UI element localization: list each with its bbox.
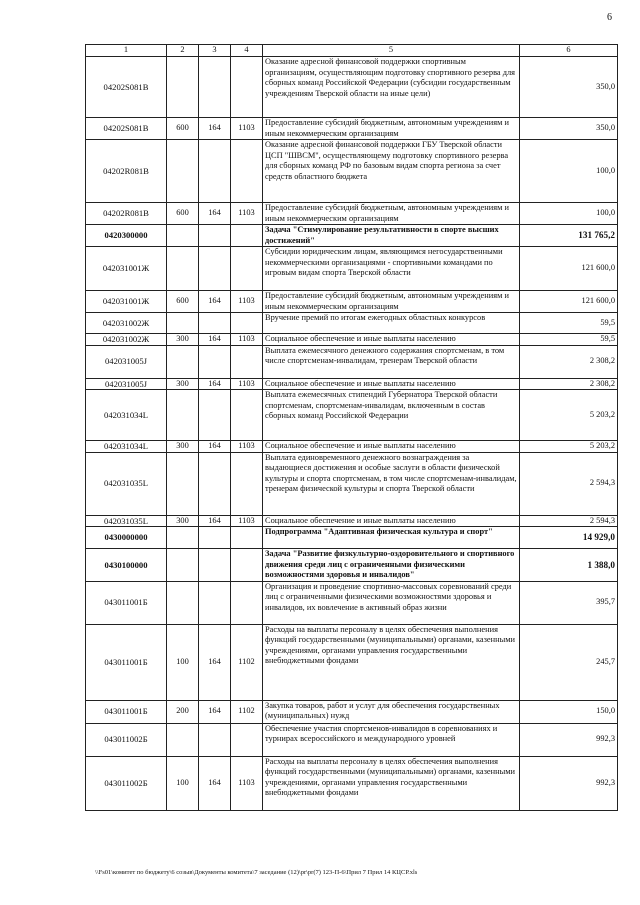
- row-type-cell: [167, 345, 199, 378]
- row-dept-cell: [199, 313, 231, 334]
- row-type-cell: [167, 57, 199, 118]
- row-code-cell: 042031002Ж: [86, 313, 167, 334]
- row-description-cell: Социальное обеспечение и иные выплаты населению: [263, 334, 520, 346]
- row-section-cell: [231, 345, 263, 378]
- row-description-cell: Расходы на выплаты персоналу в целях обеспечения выполнения функций государственными (муниципальными) органами, казенными учреждениями, органами управления государственными внебюджетными фондами: [263, 756, 520, 810]
- header-cell: 3: [199, 45, 231, 57]
- header-cell: 5: [263, 45, 520, 57]
- row-type-cell: [167, 723, 199, 756]
- row-code-cell: 042031001Ж: [86, 291, 167, 313]
- row-section-cell: [231, 527, 263, 549]
- page-number: 6: [607, 12, 612, 23]
- row-code-cell: 042031001Ж: [86, 247, 167, 291]
- row-section-cell: [231, 247, 263, 291]
- row-section-cell: [231, 57, 263, 118]
- row-type-cell: [167, 581, 199, 624]
- row-section-cell: 1102: [231, 624, 263, 700]
- row-section-cell: [231, 313, 263, 334]
- row-description-cell: Выплата ежемесячного денежного содержания спортсменам, в том числе спортсменам-инвалидам, тренерам Тверской области: [263, 345, 520, 378]
- table-row: [86, 441, 618, 453]
- table-row: [86, 527, 618, 549]
- row-code-cell: 042031035L: [86, 452, 167, 515]
- table-row: [86, 203, 618, 225]
- row-description-cell: Социальное обеспечение и иные выплаты населению: [263, 515, 520, 527]
- row-code-cell: 0430100000: [86, 549, 167, 582]
- row-description-cell: Социальное обеспечение и иные выплаты населению: [263, 441, 520, 453]
- row-type-cell: 100: [167, 624, 199, 700]
- table-row: [86, 452, 618, 515]
- row-code-cell: 04202R081B: [86, 203, 167, 225]
- row-amount-cell: 5 203,2: [520, 390, 618, 441]
- row-dept-cell: [199, 581, 231, 624]
- row-description-cell: Социальное обеспечение и иные выплаты населению: [263, 378, 520, 390]
- row-amount-cell: 2 308,2: [520, 378, 618, 390]
- row-description-cell: Вручение премий по итогам ежегодных областных конкурсов: [263, 313, 520, 334]
- row-type-cell: [167, 390, 199, 441]
- row-amount-cell: 2 594,3: [520, 515, 618, 527]
- row-amount-cell: 100,0: [520, 140, 618, 203]
- table-row: [86, 723, 618, 756]
- row-code-cell: 043011002Б: [86, 756, 167, 810]
- row-type-cell: 100: [167, 756, 199, 810]
- footer-file-path: \\Fs01\комитет по бюджету\6 созыв\Документы комитета\7 заседание (12)\pr\pr(7) 123-П-6\Прил 7 Прил 14 КЦСР.xls: [95, 869, 418, 876]
- row-description-cell: Организация и проведение спортивно-массовых соревнований среди лиц с ограниченными физическими возможностями здоровья и инвалидов, их вовлечение в активный образ жизни: [263, 581, 520, 624]
- row-amount-cell: 395,7: [520, 581, 618, 624]
- table-row: [86, 225, 618, 247]
- row-code-cell: 0430000000: [86, 527, 167, 549]
- row-type-cell: [167, 313, 199, 334]
- table-row: [86, 390, 618, 441]
- row-amount-cell: 992,3: [520, 756, 618, 810]
- row-description-cell: Оказание адресной финансовой поддержки спортивным организациям, осуществляющим подготовку спортивного резерва для сборных команд Российской Федерации (субсидии государственным учреждениям Тверской области на иные цели): [263, 57, 520, 118]
- row-section-cell: [231, 723, 263, 756]
- row-description-cell: Задача "Развитие физкультурно-оздоровительного и спортивного движения среди лиц с ограниченными физическими возможностями здоровья и инвалидов": [263, 549, 520, 582]
- row-code-cell: 042031034L: [86, 390, 167, 441]
- row-section-cell: [231, 581, 263, 624]
- row-section-cell: [231, 225, 263, 247]
- row-amount-cell: 131 765,2: [520, 225, 618, 247]
- table-row: [86, 345, 618, 378]
- row-code-cell: 042031005J: [86, 345, 167, 378]
- row-amount-cell: 245,7: [520, 624, 618, 700]
- row-code-cell: 042031002Ж: [86, 334, 167, 346]
- row-code-cell: 042031034L: [86, 441, 167, 453]
- row-section-cell: 1102: [231, 700, 263, 723]
- row-dept-cell: [199, 225, 231, 247]
- row-section-cell: 1103: [231, 515, 263, 527]
- row-code-cell: 043011001Б: [86, 700, 167, 723]
- row-description-cell: Выплата единовременного денежного вознаграждения за выдающиеся достижения и особые заслуги в области физической культуры и спорта спортсменам, в том числе спортсменам-инвалидам, тренерам физической культуры и спорта Тверской области: [263, 452, 520, 515]
- row-dept-cell: [199, 452, 231, 515]
- row-dept-cell: [199, 723, 231, 756]
- row-code-cell: 0420300000: [86, 225, 167, 247]
- row-dept-cell: 164: [199, 203, 231, 225]
- row-dept-cell: 164: [199, 441, 231, 453]
- row-amount-cell: 59,5: [520, 334, 618, 346]
- row-amount-cell: 59,5: [520, 313, 618, 334]
- row-amount-cell: 150,0: [520, 700, 618, 723]
- row-dept-cell: [199, 527, 231, 549]
- row-type-cell: [167, 247, 199, 291]
- table-row: [86, 756, 618, 810]
- row-description-cell: Закупка товаров, работ и услуг для обеспечения государственных (муниципальных) нужд: [263, 700, 520, 723]
- row-description-cell: Задача "Стимулирование результативности в спорте высших достижений": [263, 225, 520, 247]
- table-row: [86, 57, 618, 118]
- row-description-cell: Предоставление субсидий бюджетным, автономным учреждениям и иным некоммерческим организациям: [263, 291, 520, 313]
- row-amount-cell: 992,3: [520, 723, 618, 756]
- row-dept-cell: [199, 140, 231, 203]
- row-amount-cell: 5 203,2: [520, 441, 618, 453]
- row-amount-cell: 350,0: [520, 57, 618, 118]
- row-code-cell: 04202R081B: [86, 140, 167, 203]
- row-section-cell: 1103: [231, 756, 263, 810]
- table-row: [86, 581, 618, 624]
- row-amount-cell: 14 929,0: [520, 527, 618, 549]
- row-type-cell: 200: [167, 700, 199, 723]
- budget-table: [85, 44, 618, 811]
- table-row: [86, 291, 618, 313]
- row-section-cell: [231, 390, 263, 441]
- row-section-cell: 1103: [231, 441, 263, 453]
- row-amount-cell: 121 600,0: [520, 247, 618, 291]
- row-section-cell: 1103: [231, 291, 263, 313]
- table-header-row: [86, 45, 618, 57]
- row-type-cell: 300: [167, 441, 199, 453]
- row-type-cell: [167, 225, 199, 247]
- table-row: [86, 313, 618, 334]
- row-dept-cell: 164: [199, 291, 231, 313]
- row-dept-cell: 164: [199, 515, 231, 527]
- row-type-cell: [167, 527, 199, 549]
- row-dept-cell: [199, 57, 231, 118]
- row-description-cell: Оказание адресной финансовой поддержки ГБУ Тверской области ЦСП "ШВСМ", осуществляющему подготовку спортивного резерва для сборных команд РФ по базовым видам спорта региона за счет средств областного бюджета: [263, 140, 520, 203]
- row-description-cell: Субсидии юридическим лицам, являющимся негосударственными некоммерческими организациями - спортивными командами по игровым видам спорта Тверской области: [263, 247, 520, 291]
- row-section-cell: 1103: [231, 334, 263, 346]
- row-type-cell: [167, 140, 199, 203]
- header-cell: 2: [167, 45, 199, 57]
- row-code-cell: 043011001Б: [86, 581, 167, 624]
- row-code-cell: 04202S081B: [86, 57, 167, 118]
- row-description-cell: Обеспечение участия спортсменов-инвалидов в соревнованиях и турнирах всероссийского и международного уровней: [263, 723, 520, 756]
- row-type-cell: 300: [167, 515, 199, 527]
- row-type-cell: [167, 452, 199, 515]
- table-row: [86, 549, 618, 582]
- row-section-cell: [231, 549, 263, 582]
- row-code-cell: 043011001Б: [86, 624, 167, 700]
- row-description-cell: Расходы на выплаты персоналу в целях обеспечения выполнения функций государственными (муниципальными) органами, казенными учреждениями, органами управления государственными внебюджетными фондами: [263, 624, 520, 700]
- table-row: [86, 140, 618, 203]
- row-amount-cell: 121 600,0: [520, 291, 618, 313]
- row-amount-cell: 350,0: [520, 118, 618, 140]
- row-type-cell: 300: [167, 378, 199, 390]
- row-section-cell: [231, 140, 263, 203]
- row-section-cell: 1103: [231, 118, 263, 140]
- row-type-cell: 600: [167, 291, 199, 313]
- row-amount-cell: 100,0: [520, 203, 618, 225]
- table-row: [86, 378, 618, 390]
- row-dept-cell: 164: [199, 334, 231, 346]
- header-cell: 6: [520, 45, 618, 57]
- row-code-cell: 04202S081B: [86, 118, 167, 140]
- row-dept-cell: 164: [199, 378, 231, 390]
- row-dept-cell: [199, 345, 231, 378]
- table-row: [86, 515, 618, 527]
- row-description-cell: Подпрограмма "Адаптивная физическая культура и спорт": [263, 527, 520, 549]
- table-row: [86, 624, 618, 700]
- row-section-cell: [231, 452, 263, 515]
- row-dept-cell: 164: [199, 624, 231, 700]
- row-type-cell: 600: [167, 118, 199, 140]
- row-dept-cell: 164: [199, 118, 231, 140]
- row-description-cell: Предоставление субсидий бюджетным, автономным учреждениям и иным некоммерческим организациям: [263, 203, 520, 225]
- row-dept-cell: 164: [199, 756, 231, 810]
- header-cell: 4: [231, 45, 263, 57]
- row-dept-cell: [199, 390, 231, 441]
- row-type-cell: [167, 549, 199, 582]
- row-amount-cell: 1 388,0: [520, 549, 618, 582]
- table-row: [86, 247, 618, 291]
- row-dept-cell: 164: [199, 700, 231, 723]
- row-description-cell: Выплата ежемесячных стипендий Губернатора Тверской области спортсменам, спортсменам-инвалидам, включенным в состав сборных команд Российской Федерации: [263, 390, 520, 441]
- row-amount-cell: 2 594,3: [520, 452, 618, 515]
- row-code-cell: 042031005J: [86, 378, 167, 390]
- row-section-cell: 1103: [231, 203, 263, 225]
- row-dept-cell: [199, 549, 231, 582]
- table-row: [86, 700, 618, 723]
- row-dept-cell: [199, 247, 231, 291]
- table-row: [86, 334, 618, 346]
- header-cell: 1: [86, 45, 167, 57]
- row-code-cell: 043011002Б: [86, 723, 167, 756]
- row-type-cell: 300: [167, 334, 199, 346]
- row-code-cell: 042031035L: [86, 515, 167, 527]
- row-amount-cell: 2 308,2: [520, 345, 618, 378]
- row-description-cell: Предоставление субсидий бюджетным, автономным учреждениям и иным некоммерческим организациям: [263, 118, 520, 140]
- table-row: [86, 118, 618, 140]
- row-type-cell: 600: [167, 203, 199, 225]
- row-section-cell: 1103: [231, 378, 263, 390]
